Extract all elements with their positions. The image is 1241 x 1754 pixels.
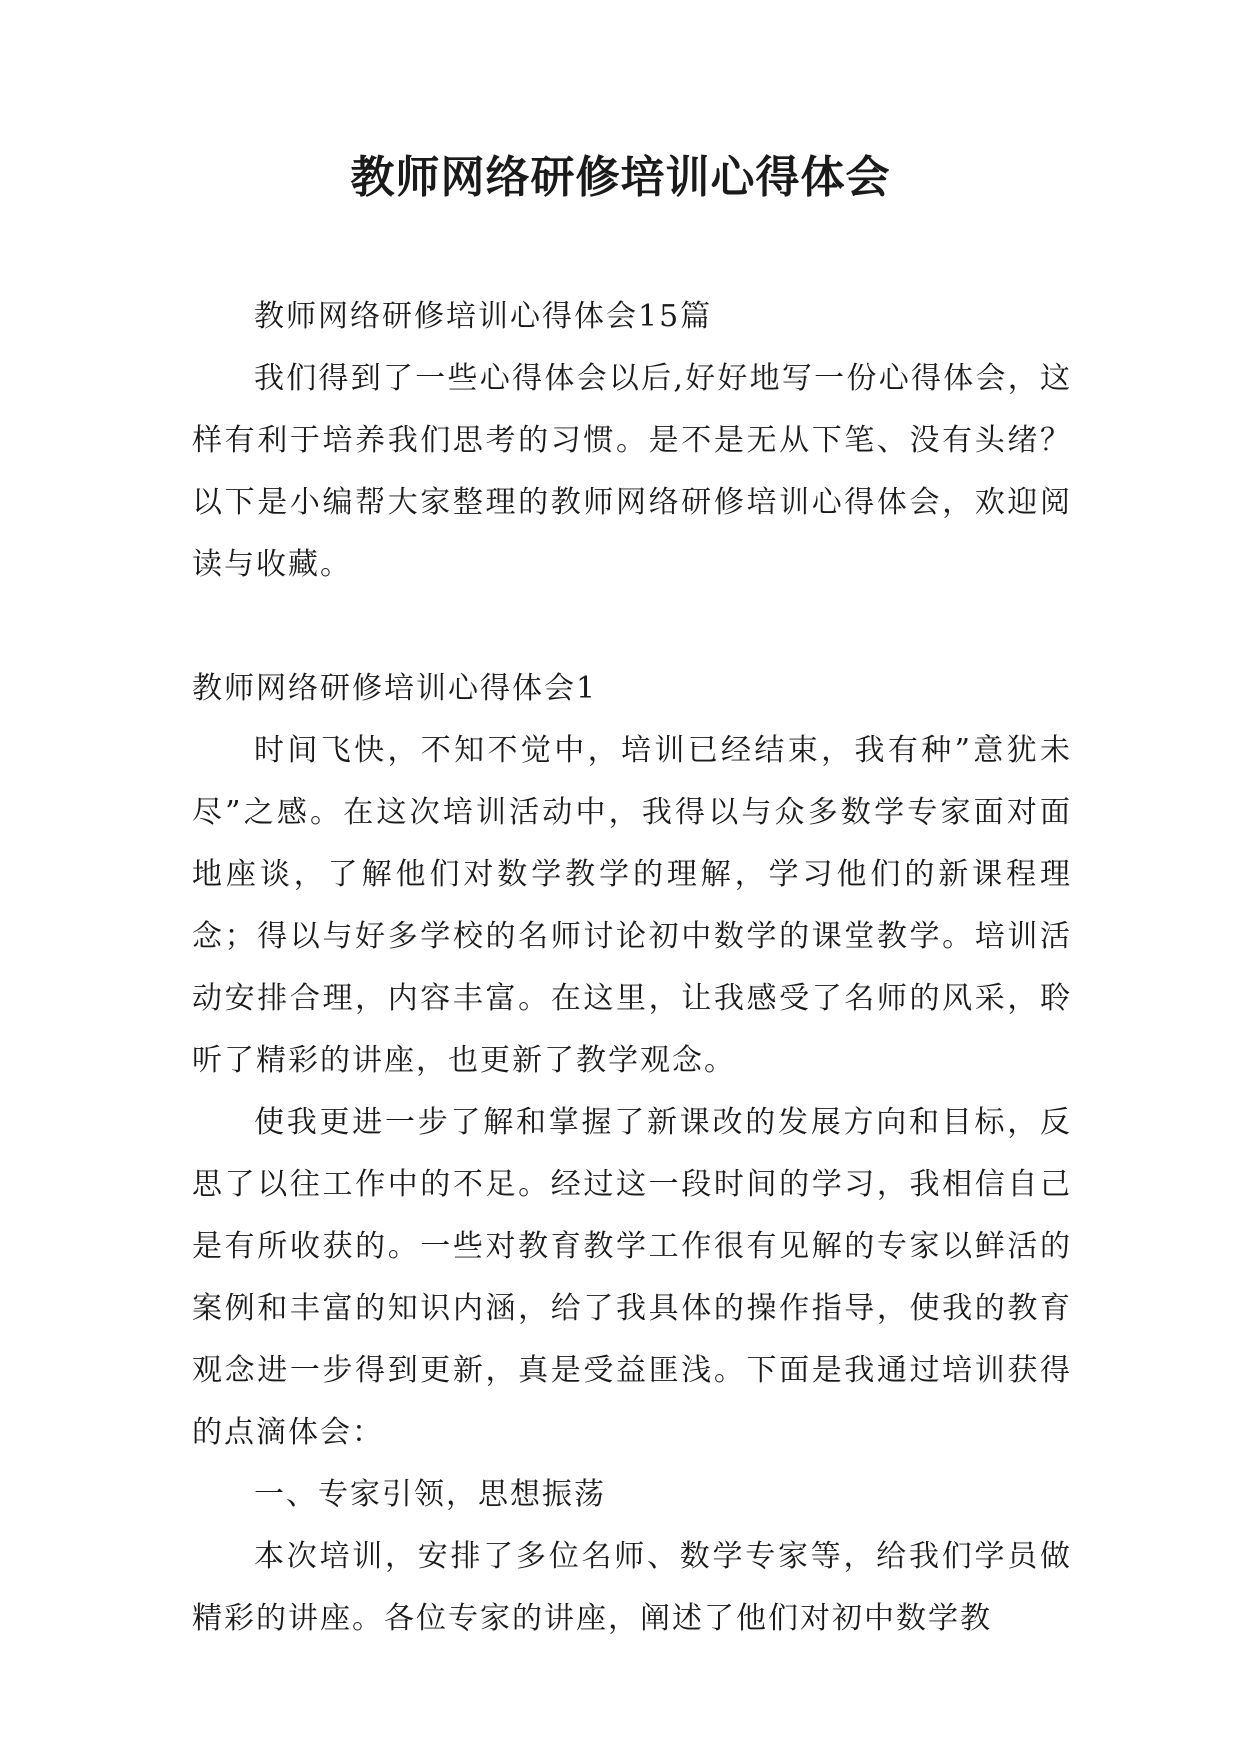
intro-heading: 教师网络研修培训心得体会15篇 <box>254 299 713 334</box>
document-title: 教师网络研修培训心得体会 <box>350 152 891 203</box>
body-paragraph-2: 使我更进一步了解和掌握了新课改的发展方向和目标，反思了以往工作中的不足。经过这一段时间的学习，我相信自己是有所收获的。一些对教育教学工作很有见解的专家以鲜活的案例和丰富的知识内涵，给了我具体的操作指导，使我的教育观念进一步得到更新，真是受益匪浅。下面是我通过培训获得的点滴体会： <box>192 1105 1072 1450</box>
document-body <box>192 286 1072 1650</box>
subheading-1: 一、专家引领，思想振荡 <box>254 1477 606 1512</box>
section-heading-1: 教师网络研修培训心得体会1 <box>192 671 598 706</box>
intro-paragraph: 我们得到了一些心得体会以后,好好地写一份心得体会，这样有利于培养我们思考的习惯。是不是无从下笔、没有头绪？以下是小编帮大家整理的教师网络研修培训心得体会，欢迎阅读与收藏。 <box>192 361 1072 582</box>
body-paragraph-1: 时间飞快，不知不觉中，培训已经结束，我有种”意犹未尽”之感。在这次培训活动中，我得以与众多数学专家面对面地座谈，了解他们对数学教学的理解，学习他们的新课程理念；得以与好多学校的名师讨论初中数学的课堂教学。培训活动安排合理，内容丰富。在这里，让我感受了名师的风采，聆听了精彩的讲座，也更新了教学观念。 <box>192 733 1072 1078</box>
body-paragraph-3: 本次培训，安排了多位名师、数学专家等，给我们学员做精彩的讲座。各位专家的讲座，阐述了他们对初中数学教 <box>192 1539 1072 1636</box>
